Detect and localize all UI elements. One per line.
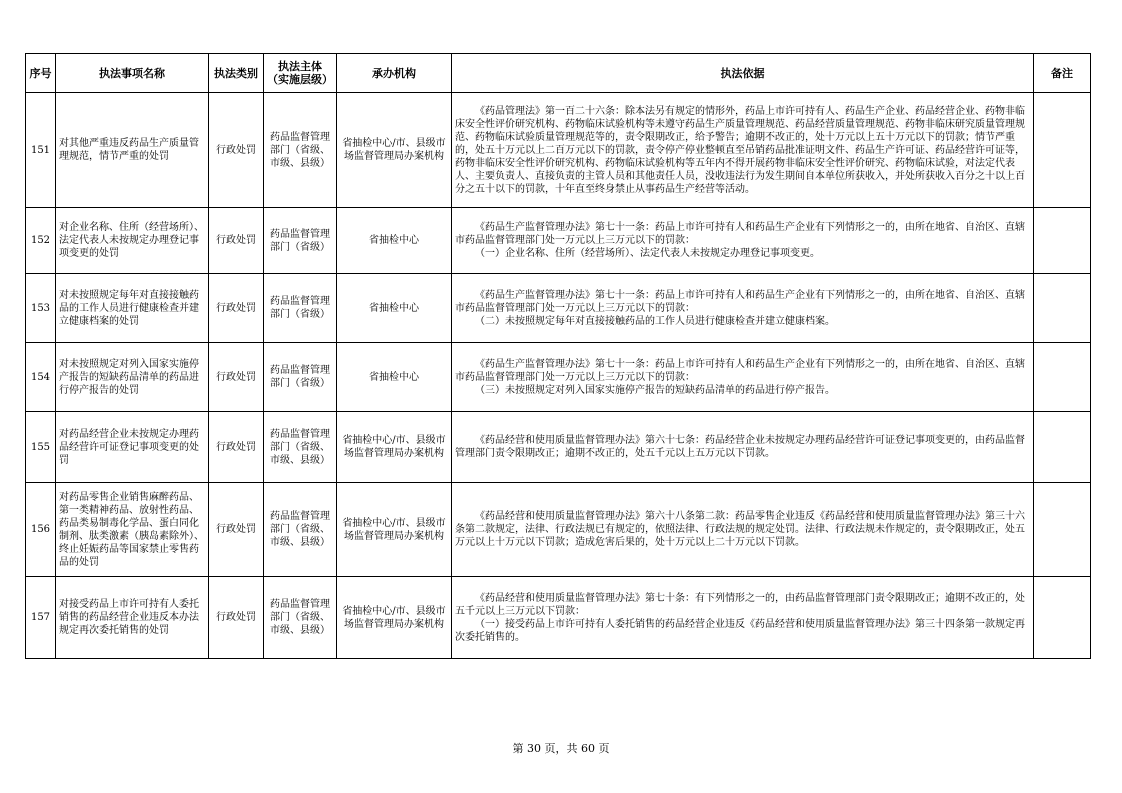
table-row [26,483,1091,577]
header-note: 备注 [1034,54,1091,93]
header-row [26,54,1091,93]
row-name: 对药品经营企业未按规定办理药品经营许可证登记事项变更的处罚 [56,412,209,483]
row-basis [452,93,1034,208]
table-row [26,93,1091,208]
row-subject: 药品监督管理部门（省级、市级、县级） [264,412,337,483]
row-category: 行政处罚 [209,208,264,274]
row-no: 153 [26,274,56,343]
header-subject [264,54,337,93]
header-subject-line1: 执法主体 [278,60,322,73]
row-category: 行政处罚 [209,412,264,483]
row-no: 154 [26,343,56,412]
row-note [1034,274,1091,343]
header-category: 执法类别 [209,54,264,93]
page-footer: 第 30 页，共 60 页 [512,742,610,755]
row-org: 省抽检中心/市、县级市场监督管理局办案机构 [337,577,452,659]
row-org: 省抽检中心 [337,343,452,412]
basis-paragraph: （一）接受药品上市许可持有人委托销售的药品经营企业违反《药品经营和使用质量监督管理办法》第三十四条第一款规定再次委托销售的。 [455,618,1025,643]
row-note [1034,208,1091,274]
basis-paragraph: （二）未按照规定每年对直接接触药品的工作人员进行健康检查并建立健康档案。 [475,315,835,327]
header-no: 序号 [26,54,56,93]
row-name: 对未按照规定每年对直接接触药品的工作人员进行健康检查并建立健康档案的处罚 [56,274,209,343]
basis-paragraph: 《药品经营和使用质量监督管理办法》第六十七条：药品经营企业未按规定办理药品经营许可证登记事项变更的，由药品监督管理部门责令限期改正；逾期不改正的，处五千元以上五万元以下罚款。 [455,435,1025,459]
row-org: 省抽检中心 [337,274,452,343]
row-subject: 药品监督管理部门（省级） [264,208,337,274]
row-name: 对药品零售企业销售麻醉药品、第一类精神药品、放射性药品、药品类易制毒化学品、蛋白同化制剂、肽类激素（胰岛素除外）、终止妊娠药品等国家禁止零售药品的处罚 [56,483,209,577]
row-note [1034,93,1091,208]
table-row [26,577,1091,659]
row-category: 行政处罚 [209,93,264,208]
basis-paragraph: 《药品管理法》第一百二十六条：除本法另有规定的情形外，药品上市许可持有人、药品生产企业、药品经营企业、药物非临床安全性评价研究机构、药物临床试验机构等未遵守药品生产质量管理规范、药品经营质量管理规范、药物非临床研究质量管理规范、药物临床试验质量管理规范等的，责令限期改正，给予警告；逾期不改正的，处十万元以上五十万元以下的罚款；情节严重的，处五十万元以上二百万元以下的罚款，责令停产停业整顿直至吊销药品批准证明文件、药品生产许可证、药品经营许可证等，药物非临床安全性评价研究机构、药物临床试验机构等五年内不得开展药物非临床安全性评价研究、药物临床试验，对法定代表人、主要负责人、直接负责的主管人员和其他责任人员，没收违法行为发生期间自本单位所获收入，并处所获收入百分之十以上百分之五十以下的罚款，十年直至终身禁止从事药品生产经营等活动。 [455,105,1025,195]
row-note [1034,412,1091,483]
basis-paragraph: 《药品经营和使用质量监督管理办法》第七十条：有下列情形之一的，由药品监督管理部门责令限期改正；逾期不改正的，处五千元以上三万元以下罚款： [455,592,1025,617]
basis-paragraph: （三）未按照规定对列入国家实施停产报告的短缺药品清单的药品进行停产报告。 [475,384,835,396]
row-subject: 药品监督管理部门（省级） [264,343,337,412]
row-name: 对企业名称、住所（经营场所）、法定代表人未按规定办理登记事项变更的处罚 [56,208,209,274]
row-org: 省抽检中心/市、县级市场监督管理局办案机构 [337,412,452,483]
header-basis: 执法依据 [452,54,1034,93]
row-category: 行政处罚 [209,274,264,343]
basis-paragraph: 《药品生产监督管理办法》第七十一条：药品上市许可持有人和药品生产企业有下列情形之一的，由所在地省、自治区、直辖市药品监督管理部门处一万元以上三万元以下的罚款： [455,358,1025,383]
row-subject: 药品监督管理部门（省级、市级、县级） [264,93,337,208]
row-subject: 药品监督管理部门（省级、市级、县级） [264,577,337,659]
row-no: 151 [26,93,56,208]
row-category: 行政处罚 [209,343,264,412]
table-row [26,412,1091,483]
row-basis [452,274,1034,343]
basis-paragraph: （一）企业名称、住所（经营场所）、法定代表人未按规定办理登记事项变更。 [475,248,820,259]
row-name: 对未按照规定对列入国家实施停产报告的短缺药品清单的药品进行停产报告的处罚 [56,343,209,412]
basis-paragraph: 《药品生产监督管理办法》第七十一条：药品上市许可持有人和药品生产企业有下列情形之一的，由所在地省、自治区、直辖市药品监督管理部门处一万元以上三万元以下的罚款： [455,222,1025,246]
row-note [1034,343,1091,412]
row-basis [452,577,1034,659]
row-no: 157 [26,577,56,659]
header-org: 承办机构 [337,54,452,93]
row-category: 行政处罚 [209,483,264,577]
row-basis [452,343,1034,412]
table-row [26,274,1091,343]
row-name: 对接受药品上市许可持有人委托销售的药品经营企业违反本办法规定再次委托销售的处罚 [56,577,209,659]
row-org: 省抽检中心/市、县级市场监督管理局办案机构 [337,93,452,208]
table-row [26,343,1091,412]
row-org: 省抽检中心 [337,208,452,274]
row-org: 省抽检中心/市、县级市场监督管理局办案机构 [337,483,452,577]
row-subject: 药品监督管理部门（省级） [264,274,337,343]
row-basis [452,412,1034,483]
row-category: 行政处罚 [209,577,264,659]
row-name: 对其他严重违反药品生产质量管理规范，情节严重的处罚 [56,93,209,208]
row-basis [452,483,1034,577]
basis-paragraph: 《药品生产监督管理办法》第七十一条：药品上市许可持有人和药品生产企业有下列情形之一的，由所在地省、自治区、直辖市药品监督管理部门处一万元以上三万元以下的罚款： [455,289,1025,314]
row-subject: 药品监督管理部门（省级、市级、县级） [264,483,337,577]
row-no: 152 [26,208,56,274]
basis-paragraph: 《药品经营和使用质量监督管理办法》第六十八条第二款：药品零售企业违反《药品经营和使用质量监督管理办法》第三十六条第二款规定，法律、行政法规已有规定的，依照法律、行政法规的规定处罚。法律、行政法规未作规定的，责令限期改正，处五万元以上十万元以下罚款；造成危害后果的，处十万元以上二十万元以下罚款。 [455,511,1025,548]
header-subject-line2: （实施层级） [267,73,333,86]
enforcement-table [25,53,1091,659]
table-row [26,208,1091,274]
header-name: 执法事项名称 [56,54,209,93]
row-basis [452,208,1034,274]
row-no: 155 [26,412,56,483]
row-no: 156 [26,483,56,577]
row-note [1034,483,1091,577]
row-note [1034,577,1091,659]
